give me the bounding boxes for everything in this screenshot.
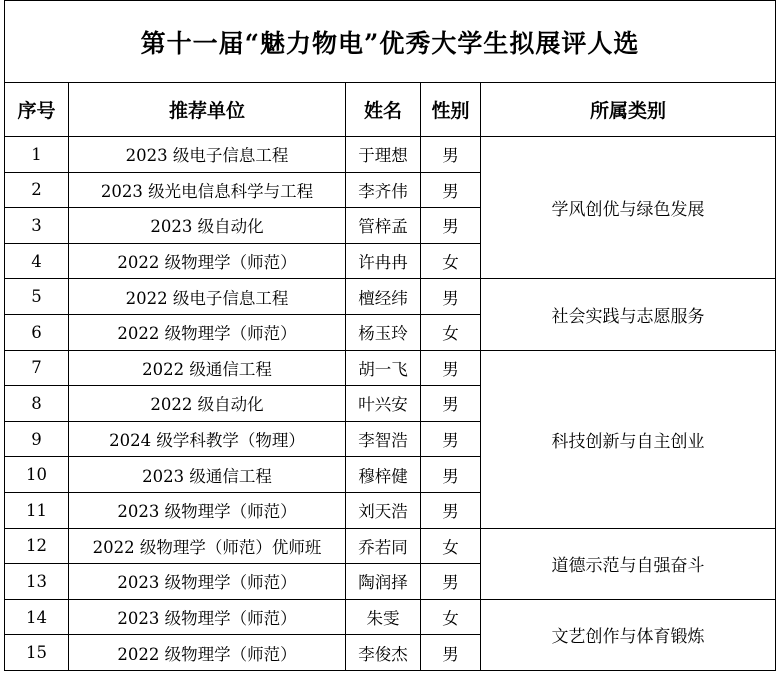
row-name: 朱雯: [346, 599, 421, 635]
row-name: 于理想: [346, 137, 421, 173]
row-gender: 男: [421, 564, 481, 600]
row-unit: 2023 级自动化: [69, 208, 346, 244]
row-name: 叶兴安: [346, 386, 421, 422]
header-index: 序号: [5, 83, 69, 137]
row-unit: 2022 级物理学（师范）: [69, 314, 346, 350]
header-gender: 性别: [421, 83, 481, 137]
row-unit: 2023 级物理学（师范）: [69, 492, 346, 528]
header-category: 所属类别: [481, 83, 776, 137]
row-unit: 2022 级通信工程: [69, 350, 346, 386]
row-index: 13: [5, 564, 69, 600]
row-index: 12: [5, 528, 69, 564]
row-name: 乔若同: [346, 528, 421, 564]
row-index: 6: [5, 314, 69, 350]
row-name: 檀经纬: [346, 279, 421, 315]
category-cell: 学风创优与绿色发展: [481, 137, 776, 279]
row-gender: 男: [421, 635, 481, 671]
row-gender: 男: [421, 172, 481, 208]
table-row: [5, 599, 776, 635]
row-gender: 男: [421, 421, 481, 457]
table-body: [5, 137, 776, 671]
row-name: 穆梓健: [346, 457, 421, 493]
row-name: 陶润择: [346, 564, 421, 600]
row-unit: 2022 级自动化: [69, 386, 346, 422]
row-index: 7: [5, 350, 69, 386]
row-name: 刘天浩: [346, 492, 421, 528]
row-index: 4: [5, 243, 69, 279]
row-index: 15: [5, 635, 69, 671]
category-cell: 道德示范与自强奋斗: [481, 528, 776, 599]
row-name: 管梓孟: [346, 208, 421, 244]
row-gender: 女: [421, 599, 481, 635]
header-name: 姓名: [346, 83, 421, 137]
category-cell: 文艺创作与体育锻炼: [481, 599, 776, 670]
row-gender: 女: [421, 243, 481, 279]
row-name: 胡一飞: [346, 350, 421, 386]
row-unit: 2023 级物理学（师范）: [69, 599, 346, 635]
row-gender: 男: [421, 350, 481, 386]
table-title: 第十一届“魅力物电”优秀大学生拟展评人选: [5, 1, 776, 83]
table-row: [5, 350, 776, 386]
row-name: 李俊杰: [346, 635, 421, 671]
row-gender: 男: [421, 137, 481, 173]
row-gender: 男: [421, 386, 481, 422]
row-gender: 男: [421, 279, 481, 315]
row-unit: 2023 级电子信息工程: [69, 137, 346, 173]
row-index: 2: [5, 172, 69, 208]
row-name: 李智浩: [346, 421, 421, 457]
header-row: [5, 83, 776, 137]
row-unit: 2023 级通信工程: [69, 457, 346, 493]
row-gender: 男: [421, 208, 481, 244]
row-gender: 女: [421, 528, 481, 564]
title-row: [5, 1, 776, 83]
row-index: 10: [5, 457, 69, 493]
table-row: [5, 528, 776, 564]
row-index: 11: [5, 492, 69, 528]
row-unit: 2023 级物理学（师范）: [69, 564, 346, 600]
category-cell: 社会实践与志愿服务: [481, 279, 776, 350]
table-row: [5, 279, 776, 315]
row-unit: 2022 级电子信息工程: [69, 279, 346, 315]
row-index: 5: [5, 279, 69, 315]
row-index: 1: [5, 137, 69, 173]
row-gender: 男: [421, 492, 481, 528]
row-unit: 2022 级物理学（师范）优师班: [69, 528, 346, 564]
row-unit: 2022 级物理学（师范）: [69, 635, 346, 671]
header-unit: 推荐单位: [69, 83, 346, 137]
row-name: 杨玉玲: [346, 314, 421, 350]
category-cell: 科技创新与自主创业: [481, 350, 776, 528]
row-name: 许冉冉: [346, 243, 421, 279]
table-row: [5, 137, 776, 173]
row-unit: 2022 级物理学（师范）: [69, 243, 346, 279]
row-index: 8: [5, 386, 69, 422]
row-index: 3: [5, 208, 69, 244]
row-unit: 2024 级学科教学（物理）: [69, 421, 346, 457]
row-unit: 2023 级光电信息科学与工程: [69, 172, 346, 208]
row-index: 9: [5, 421, 69, 457]
row-name: 李齐伟: [346, 172, 421, 208]
row-gender: 男: [421, 457, 481, 493]
row-index: 14: [5, 599, 69, 635]
candidate-table: [4, 0, 776, 671]
row-gender: 女: [421, 314, 481, 350]
